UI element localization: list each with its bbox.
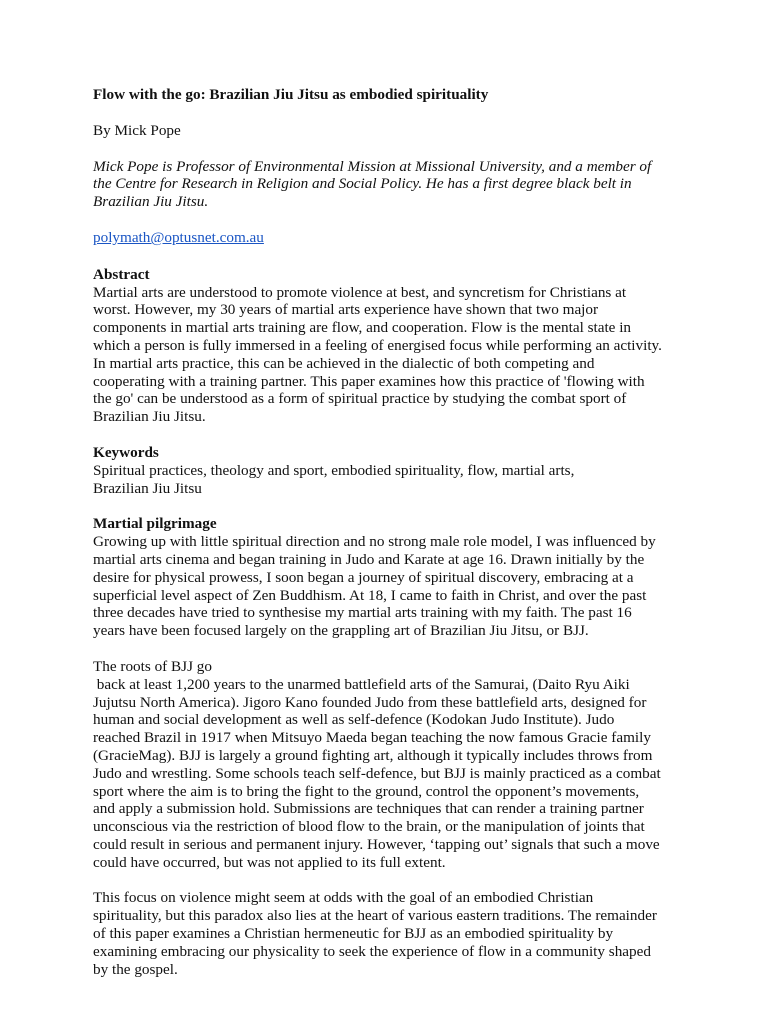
roots-line: Judo and wrestling. Some schools teach self-defence, but BJJ is mainly practiced as a combat <box>93 764 661 782</box>
document-title: Flow with the go: Brazilian Jiu Jitsu as embodied spirituality <box>93 86 489 103</box>
bio-line: the Centre for Research in Religion and Social Policy. He has a first degree black belt in <box>93 175 632 193</box>
roots-line: back at least 1,200 years to the unarmed battlefield arts of the Samurai, (Daito Ryu Aiki <box>93 675 630 693</box>
focus-line: examining embracing our physicality to seek the experience of flow in a community shaped <box>93 942 651 960</box>
bio-line: Brazilian Jiu Jitsu. <box>93 193 209 211</box>
martial-pilgrimage-heading: Martial pilgrimage <box>93 515 217 533</box>
roots-line: and apply a submission hold. Submissions are techniques that can render a training partner <box>93 800 644 818</box>
roots-line: sport where the aim is to bring the fight to the ground, control the opponent’s movements, <box>93 782 640 800</box>
focus-line: This focus on violence might seem at odds with the goal of an embodied Christian <box>93 889 594 907</box>
keywords-heading: Keywords <box>93 443 159 461</box>
bio-line: Mick Pope is Professor of Environmental Mission at Missional University, and a member of <box>93 157 652 175</box>
keywords-line: Spiritual practices, theology and sport, embodied spirituality, flow, martial arts, <box>93 461 575 479</box>
abstract-line: Martial arts are understood to promote violence at best, and syncretism for Christians at <box>93 283 627 301</box>
roots-line: human and social development as well as self-defence (Kodokan Judo Institute). Judo <box>93 711 615 729</box>
roots-line: The roots of BJJ go <box>93 657 212 675</box>
author-byline: By Mick Pope <box>93 121 181 139</box>
keywords-line: Brazilian Jiu Jitsu <box>93 479 202 497</box>
document-page <box>93 86 683 978</box>
roots-line: could result in serious and permanent injury. However, ‘tapping out’ signals that such a move <box>93 835 660 853</box>
focus-line: of this paper examines a Christian hermeneutic for BJJ as an embodied spirituality by <box>93 925 614 943</box>
abstract-section <box>93 266 683 426</box>
abstract-heading: Abstract <box>93 265 150 283</box>
abstract-line: Brazilian Jiu Jitsu. <box>93 408 206 426</box>
abstract-line: worst. However, my 30 years of martial arts experience have shown that two major <box>93 301 599 319</box>
pilgrimage-line: years have been focused largely on the grappling art of Brazilian Jiu Jitsu, or BJJ. <box>93 622 589 640</box>
focus-line: by the gospel. <box>93 960 178 978</box>
pilgrimage-line: superficial level aspect of Zen Buddhism. At 18, I came to faith in Christ, and over the past <box>93 586 647 604</box>
author-bio <box>93 158 683 211</box>
abstract-line: In martial arts practice, this can be achieved in the dialectic of both competing and <box>93 354 595 372</box>
roots-paragraph <box>93 658 683 872</box>
roots-line: could have occurred, but was not applied to its full extent. <box>93 853 446 871</box>
roots-line: Jujutsu North America). Jigoro Kano founded Judo from these battlefield arts, designed for <box>93 693 647 711</box>
author-email-link[interactable]: polymath@optusnet.com.au <box>93 228 264 246</box>
roots-line: (GracieMag). BJJ is largely a ground fighting art, although it typically includes throws from <box>93 746 653 764</box>
roots-line: reached Brazil in 1917 when Mitsuyo Maeda began teaching the now famous Gracie family <box>93 729 651 747</box>
abstract-line: the go' can be understood as a form of spiritual practice by studying the combat sport of <box>93 390 627 408</box>
pilgrimage-line: martial arts cinema and began training in Judo and Karate at age 16. Drawn initially by the <box>93 550 645 568</box>
keywords-section <box>93 444 683 497</box>
focus-paragraph <box>93 889 683 978</box>
abstract-line: components in martial arts training are flow, and cooperation. Flow is the mental state in <box>93 319 632 337</box>
pilgrimage-line: three decades have tried to synthesise my martial arts training with my faith. The past 16 <box>93 604 632 622</box>
focus-line: spirituality, but this paradox also lies at the heart of various eastern traditions. The remainder <box>93 907 657 925</box>
abstract-line: which a person is fully immersed in a feeling of energised focus while performing an activity. <box>93 336 662 354</box>
pilgrimage-line: Growing up with little spiritual direction and no strong male role model, I was influenced by <box>93 533 656 551</box>
abstract-line: cooperating with a training partner. This paper examines how this practice of 'flowing with <box>93 372 645 390</box>
martial-pilgrimage-section <box>93 515 683 640</box>
pilgrimage-line: desire for physical prowess, I soon began a journey of spiritual discovery, embracing at a <box>93 568 634 586</box>
roots-line: unconscious via the restriction of blood flow to the brain, or the manipulation of joints that <box>93 818 645 836</box>
